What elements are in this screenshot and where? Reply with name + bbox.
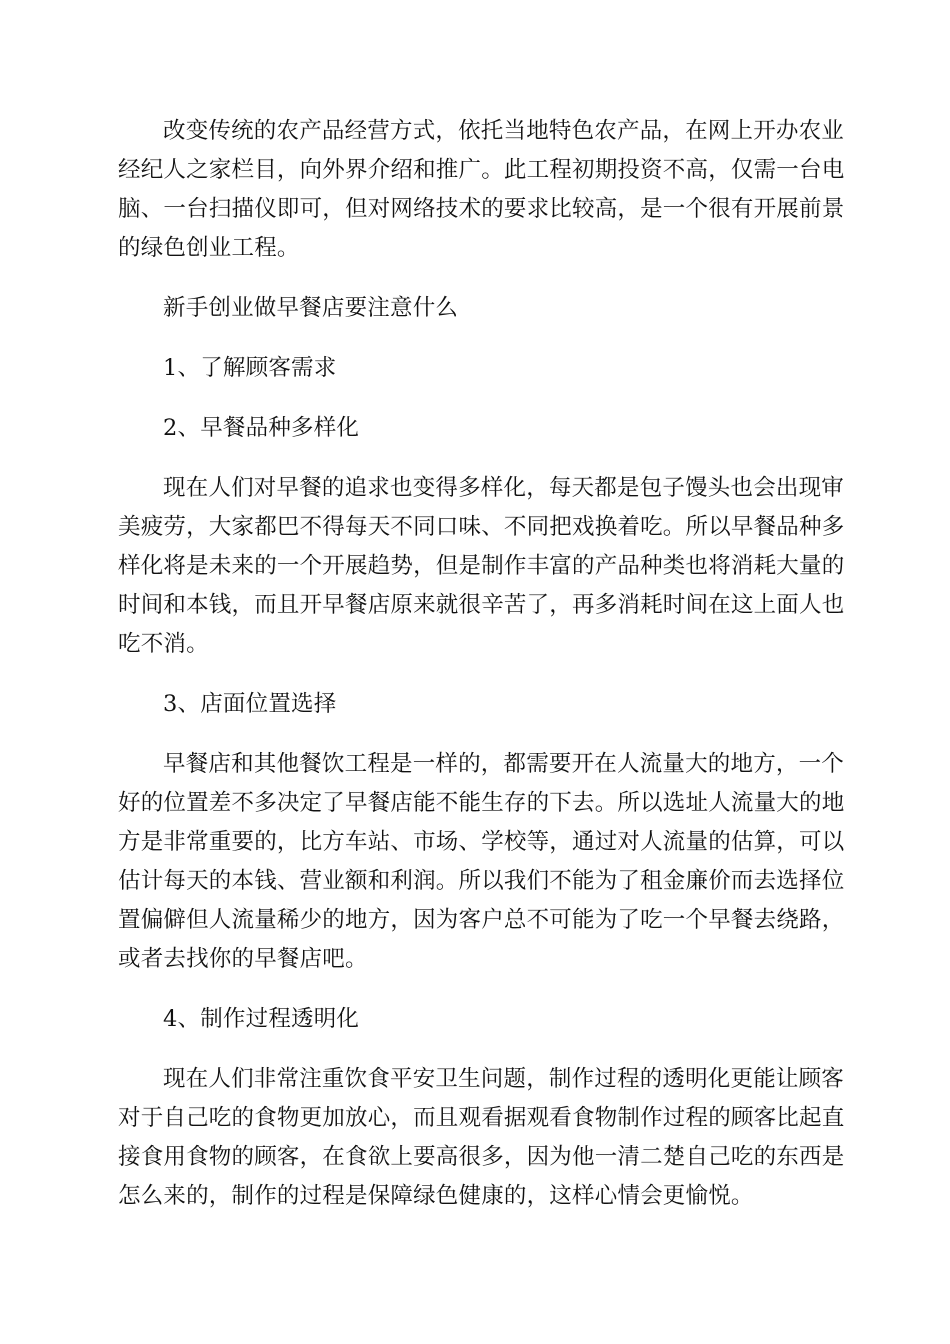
document-body [118,112,845,1237]
paragraph-location [118,745,845,979]
paragraph-line: 现在人们对早餐的追求也变得多样化，每天都是包子馒头也会出现审 [163,475,845,501]
paragraph-line: 经纪人之家栏目，向外界介绍和推广。此工程初期投资不高，仅需一台电 [118,157,845,183]
paragraph-line: 或者去找你的早餐店吧。 [118,946,368,972]
paragraph-line: 吃不消。 [118,631,209,657]
paragraph-transparency [118,1060,845,1216]
paragraph-line: 怎么来的，制作的过程是保障绿色健康的，这样心情会更愉悦。 [118,1183,754,1209]
list-item-2: 2、早餐品种多样化 [163,415,360,441]
paragraph-line: 美疲劳，大家都巴不得每天不同口味、不同把戏换着吃。所以早餐品种多 [118,514,845,540]
paragraph-line: 脑、一台扫描仪即可，但对网络技术的要求比较高，是一个很有开展前景 [118,196,845,222]
paragraph-variety [118,469,845,664]
list-item-4: 4、制作过程透明化 [163,1006,360,1032]
paragraph-line: 时间和本钱，而且开早餐店原来就很辛苦了，再多消耗时间在这上面人也 [118,592,845,618]
paragraph-line: 早餐店和其他餐饮工程是一样的，都需要开在人流量大的地方，一个 [163,751,845,777]
list-item-3: 3、店面位置选择 [163,691,337,717]
paragraph-line: 接食用食物的顾客，在食欲上要高很多，因为他一清二楚自己吃的东西是 [118,1144,845,1170]
paragraph-line: 好的位置差不多决定了早餐店能不能生存的下去。所以选址人流量大的地 [118,790,845,816]
paragraph-line: 样化将是未来的一个开展趋势，但是制作丰富的产品种类也将消耗大量的 [118,553,845,579]
paragraph-line: 现在人们非常注重饮食平安卫生问题，制作过程的透明化更能让顾客 [163,1066,845,1092]
paragraph-line: 估计每天的本钱、营业额和利润。所以我们不能为了租金廉价而去选择位 [118,868,845,894]
paragraph-line: 方是非常重要的，比方车站、市场、学校等，通过对人流量的估算，可以 [118,829,845,855]
section-title: 新手创业做早餐店要注意什么 [163,295,459,321]
paragraph-line: 置偏僻但人流量稀少的地方，因为客户总不可能为了吃一个早餐去绕路， [118,907,845,933]
list-item-1: 1、了解顾客需求 [163,355,337,381]
paragraph-line: 对于自己吃的食物更加放心，而且观看据观看食物制作过程的顾客比起直 [118,1105,845,1131]
paragraph-line: 改变传统的农产品经营方式，依托当地特色农产品，在网上开办农业 [163,118,845,144]
paragraph-line: 的绿色创业工程。 [118,235,300,261]
paragraph-intro [118,112,845,268]
